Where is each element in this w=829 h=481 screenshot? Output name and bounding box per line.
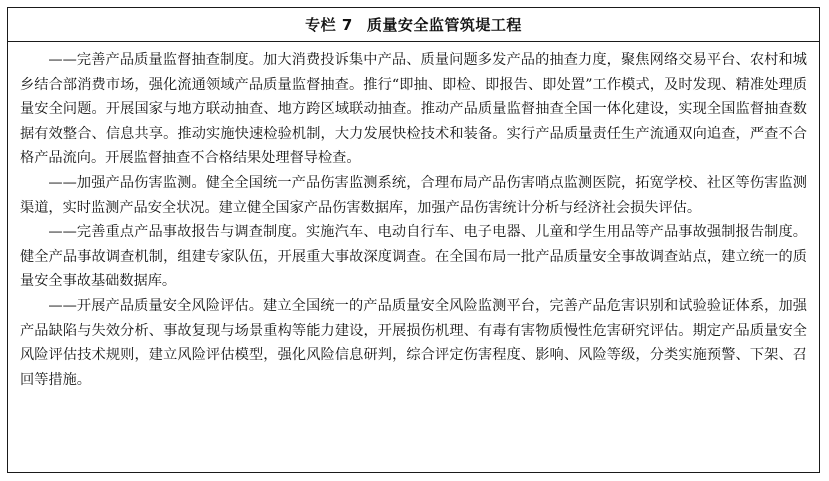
box-title: 质量安全监管筑堤工程 [366, 16, 522, 34]
column-box [7, 7, 820, 473]
box-header [8, 8, 819, 42]
box-label: 专栏 7 [305, 16, 353, 34]
paragraph-quality-supervision-spot-check: ——完善产品质量监督抽查制度。加大消费投诉集中产品、质量问题多发产品的抽查力度，聚焦网络交易平台、农村和城乡结合部消费市场，强化流通领域产品质量监督抽查。推行“即抽、即检、即报告、即处置”工作模式，及时发现、精准处理质量安全问题。开展国家与地方联动抽查、地方跨区域联动抽查。推动产品质量监督抽查全国一体化建设，实现全国监督抽查数据有效整合、信息共享。推动实施快速检验机制，大力发展快检技术和装备。实行产品质量责任生产流通双向追查，严查不合格产品流向。开展监督抽查不合格结果处理督导检查。 [20, 52, 807, 167]
paragraph-accident-reporting-investigation: ——完善重点产品事故报告与调查制度。实施汽车、电动自行车、电子电器、儿童和学生用品等产品事故强制报告制度。健全产品事故调查机制，组建专家队伍，开展重大事故深度调查。在全国布局一批产品质量安全事故调查站点，建立统一的质量安全事故基础数据库。 [20, 224, 807, 290]
box-body [8, 42, 819, 392]
paragraph-product-injury-monitoring: ——加强产品伤害监测。健全全国统一产品伤害监测系统，合理布局产品伤害哨点监测医院，拓宽学校、社区等伤害监测渠道，实时监测产品安全状况。建立健全国家产品伤害数据库，加强产品伤害统计分析与经济社会损失评估。 [20, 174, 807, 216]
paragraph-risk-assessment: ——开展产品质量安全风险评估。建立全国统一的产品质量安全风险监测平台，完善产品危害识别和试验验证体系，加强产品缺陷与失效分析、事故复现与场景重构等能力建设，开展损伤机理、有毒有害物质慢性危害研究评估。期定产品质量安全风险评估技术规则，建立风险评估模型，强化风险信息研判，综合评定伤害程度、影响、风险等级，分类实施预警、下架、召回等措施。 [20, 297, 807, 388]
